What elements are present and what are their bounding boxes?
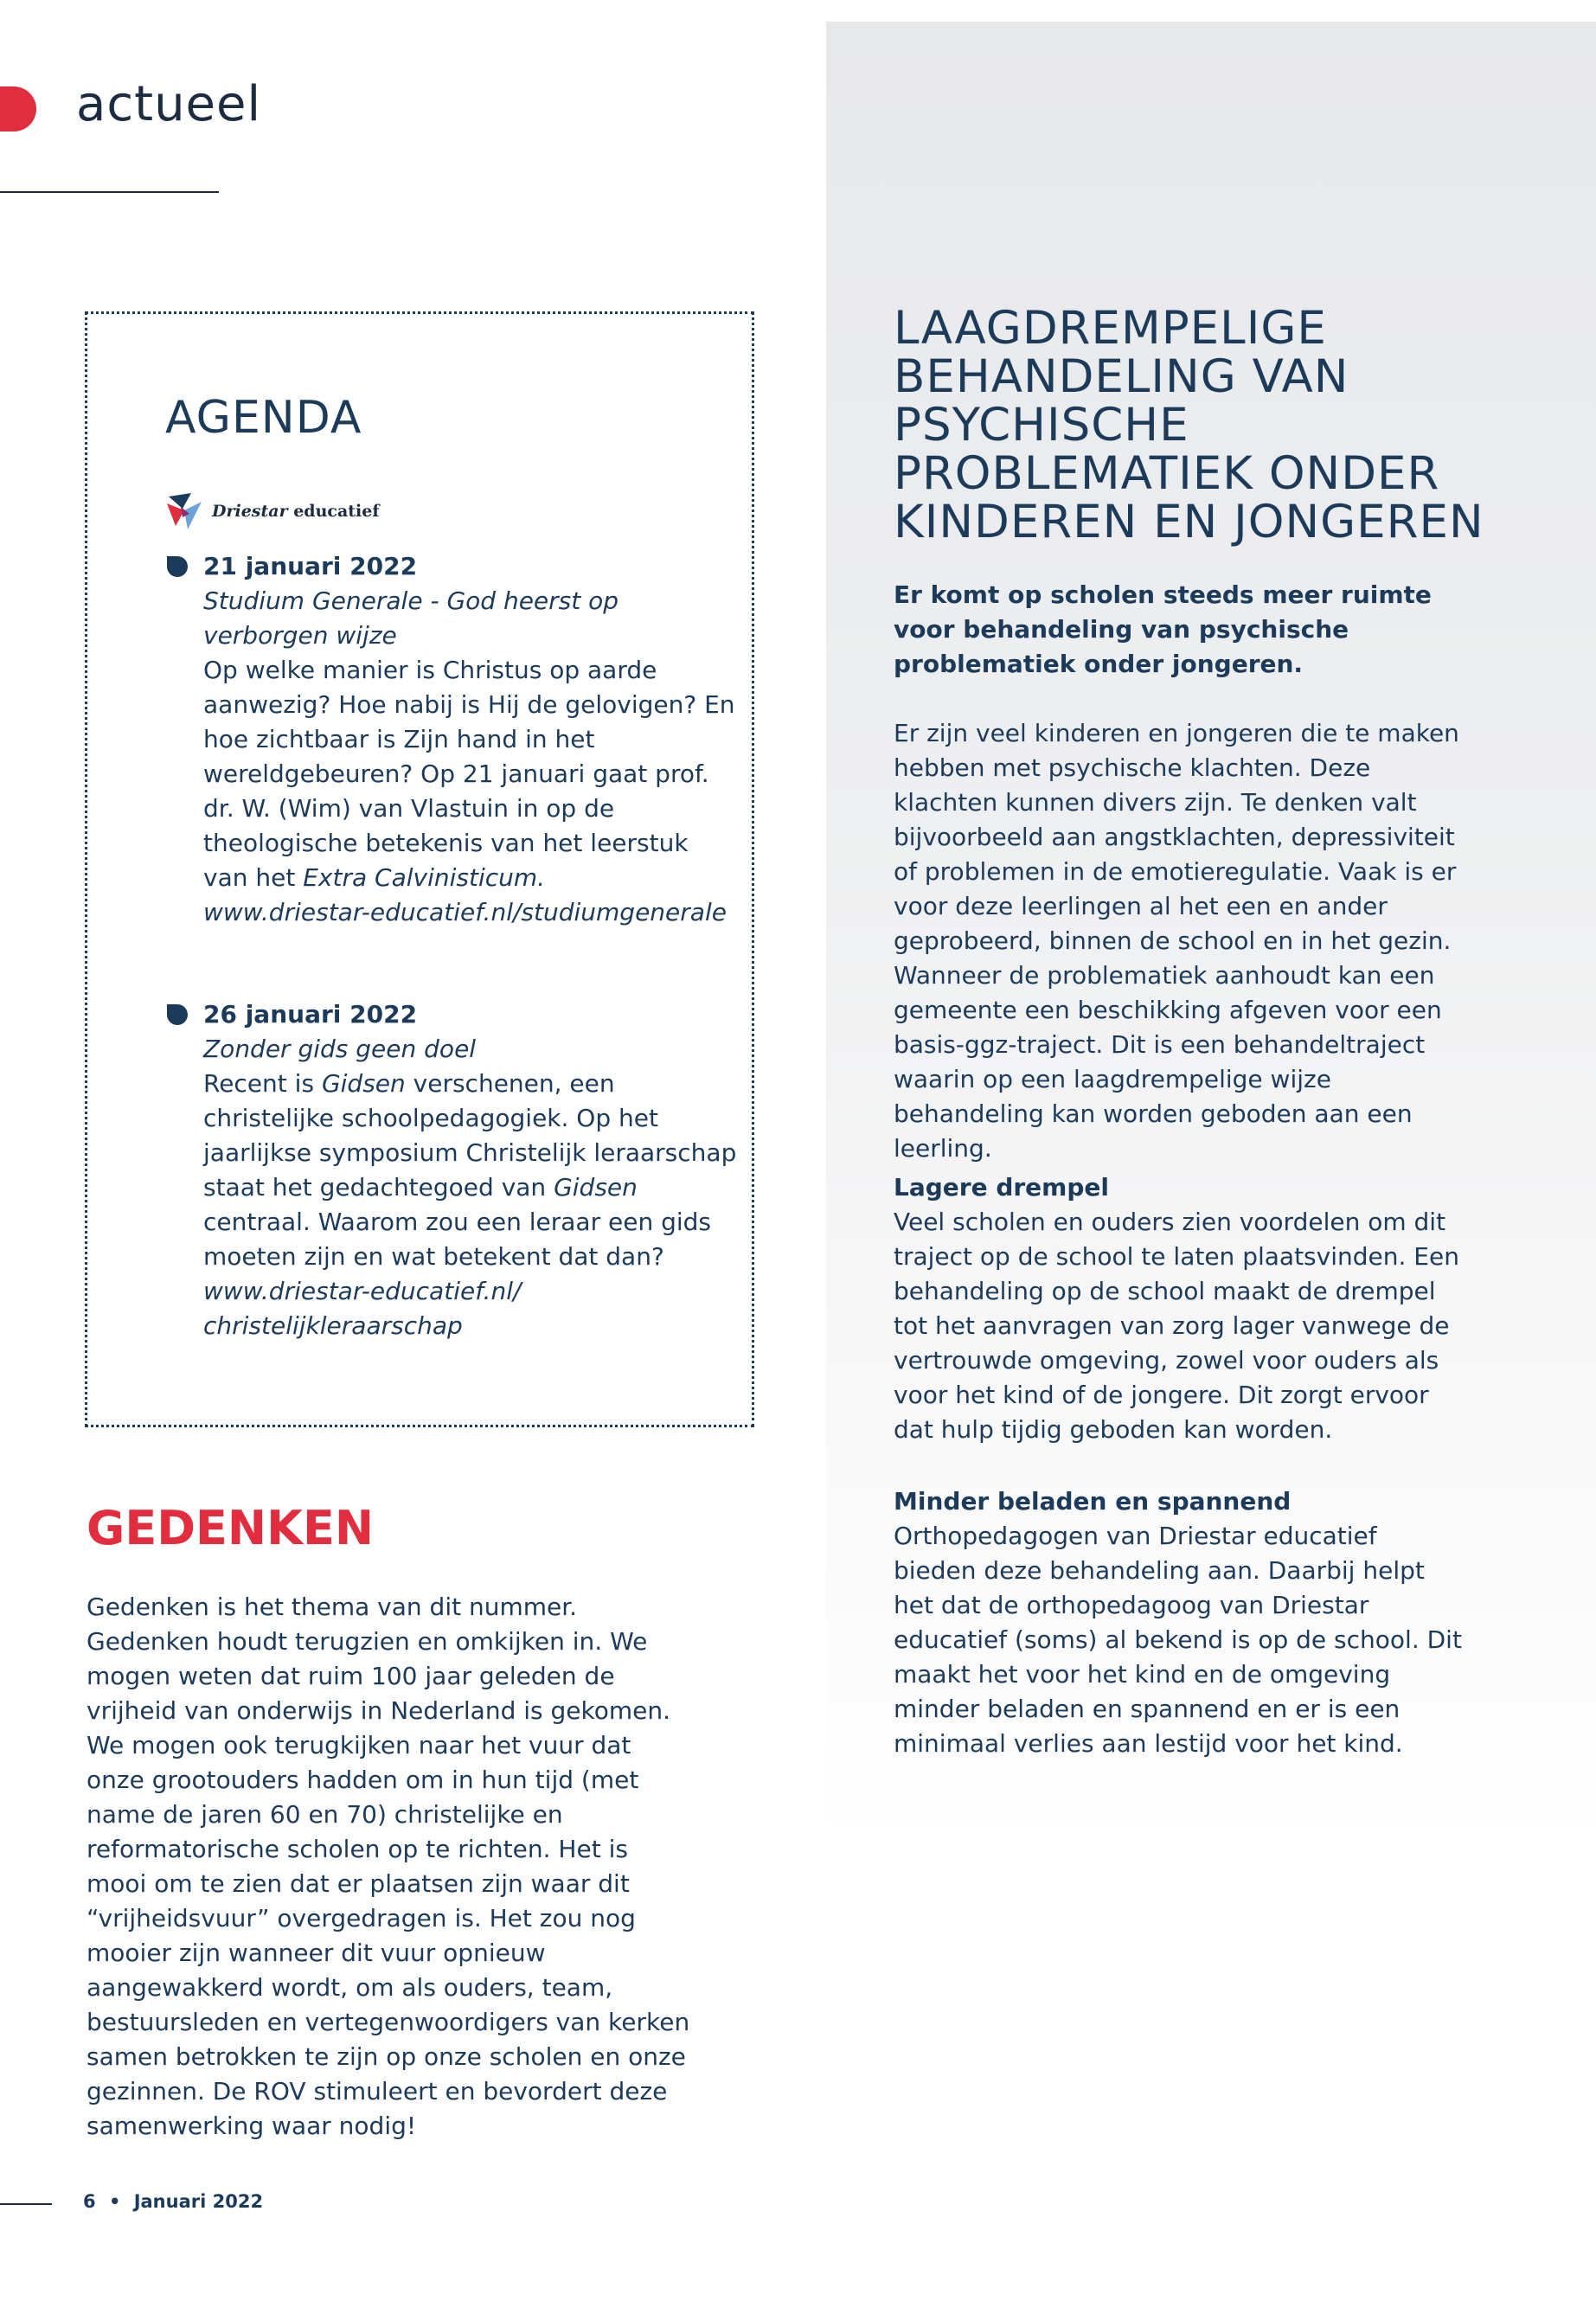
event-date: 21 januari 2022 bbox=[203, 552, 418, 580]
issue-date: Januari 2022 bbox=[133, 2191, 264, 2212]
article-section-body: Veel scholen en ouders zien voordelen om dit traject op de school te laten plaatsvinden. Een behandeling op de school maakt de drempel tot het aanvragen van zorg lager vanwege de vertrouwde omgeving, zowel voor ouders als voor het kind of de jongere. Dit zorgt ervoor dat hulp tijdig geboden kan worden. bbox=[894, 1208, 1459, 1444]
event-date: 26 januari 2022 bbox=[203, 1000, 418, 1029]
bullet-icon bbox=[165, 554, 189, 579]
footer-rule bbox=[0, 2203, 52, 2205]
event-title: Studium Generale - God heerst op verborgen wijze bbox=[203, 586, 619, 650]
header-rule bbox=[0, 191, 219, 193]
event-description: Op welke manier is Christus op aarde aanwezig? Hoe nabij is Hij de gelovigen? En hoe zichtbaar is Zijn hand in het wereldgebeuren? Op 21 januari gaat prof. dr. W. (Wim) van Vlastuin in op de theologische betekenis van het leerstuk van het Extra Calvinisticum. bbox=[203, 656, 735, 892]
article-intro: Er zijn veel kinderen en jongeren die te maken hebben met psychische klachten. Deze klachten kunnen divers zijn. Te denken valt bijvoorbeeld aan angstklachten, depressiviteit of problemen in de emotieregulatie. Vaak is er voor deze leerlingen al het een en ander geprobeerd, binnen de school en in het gezin. Wanneer de problematiek aanhoudt kan een gemeente een beschikking afgeven voor een basis-ggz-traject. Dit is een behandeltraject waarin op een laagdrempelige wijze behandeling kan worden geboden aan een leerling. bbox=[894, 719, 1459, 1163]
logo-text: Driestar educatief bbox=[212, 502, 380, 521]
gedenken-body: Gedenken is het thema van dit nummer. Gedenken houdt terugzien en omkijken in. We mogen weten dat ruim 100 jaar geleden de vrijheid van onderwijs in Nederland is gekomen. We mogen ook terugkijken naar het vuur dat onze grootouders hadden om in hun tijd (met name de jaren 60 en 70) christelijke en reformatorische scholen op te richten. Het is mooi om te zien dat er plaatsen zijn waar dit “vrijheidsvuur” overgedragen is. Het zou nog mooier zijn wanneer dit vuur opnieuw aangewakkerd wordt, om als ouders, team, bestuursleden en vertegenwoordigers van kerken samen betrokken te zijn op onze scholen en onze gezinnen. De ROV stimuleert en bevordert deze samenwerking waar nodig! bbox=[87, 1593, 690, 2140]
article-lead: Er komt op scholen steeds meer ruimte voor behandeling van psychische problematiek onder jongeren. bbox=[894, 580, 1432, 678]
gedenken-title: GEDENKEN bbox=[87, 1501, 375, 1555]
footer-separator: • bbox=[108, 2191, 121, 2212]
article-section-minder-beladen bbox=[894, 1484, 1465, 1761]
page-number: 6 bbox=[83, 2191, 96, 2212]
event-description: Recent is Gidsen verschenen, een christelijke schoolpedagogiek. Op het jaarlijkse symposium Christelijk leraarschap staat het gedachtegoed van Gidsen centraal. Waarom zou een leraar een gids moeten zijn en wat betekent dat dan? bbox=[203, 1069, 737, 1271]
article-section-body: Orthopedagogen van Driestar educatief bieden deze behandeling aan. Daarbij helpt het dat de orthopedagoog van Driestar educatief (soms) al bekend is op de school. Dit maakt het voor het kind en de omgeving minder beladen en spannend en er is een minimaal verlies aan lestijd voor het kind. bbox=[894, 1522, 1462, 1758]
footer bbox=[83, 2191, 263, 2212]
driestar-logo-icon bbox=[165, 491, 205, 531]
section-marker-shape bbox=[0, 87, 36, 131]
section-label: actueel bbox=[76, 76, 262, 132]
event-title: Zonder gids geen doel bbox=[203, 1035, 477, 1063]
event-link[interactable]: www.driestar-educatief.nl/ christelijkleraarschap bbox=[203, 1277, 522, 1340]
article-title: LAAGDREMPELIGE BEHANDELING VAN PSYCHISCHE PROBLEMATIEK ONDER KINDEREN EN JONGEREN bbox=[894, 302, 1484, 548]
article-section-lagere-drempel bbox=[894, 1170, 1465, 1447]
article-subheading: Lagere drempel bbox=[894, 1173, 1109, 1202]
event-link[interactable]: www.driestar-educatief.nl/studiumgenerale bbox=[203, 898, 727, 926]
driestar-logo bbox=[165, 491, 380, 531]
agenda-title: AGENDA bbox=[165, 392, 362, 444]
bullet-icon bbox=[165, 1003, 189, 1027]
agenda-box bbox=[85, 311, 754, 1427]
article-subheading: Minder beladen en spannend bbox=[894, 1487, 1292, 1516]
